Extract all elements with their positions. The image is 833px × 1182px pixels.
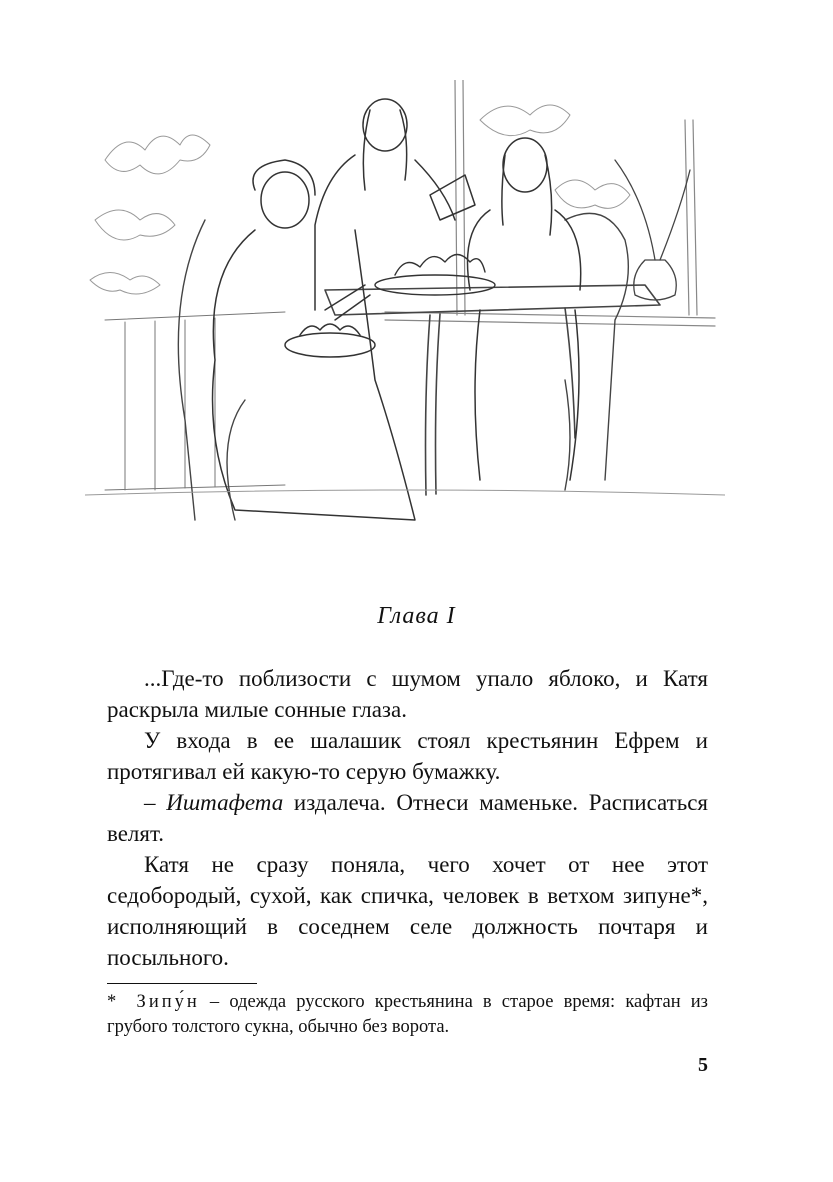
chapter-body <box>107 663 708 973</box>
paragraph: У входа в ее шалашик стоял крестьянин Ефрем и протягивал ей какую-то серую бумажку. <box>107 728 708 784</box>
footnote-term: Зипу́н <box>136 992 200 1012</box>
footnote <box>107 990 708 1040</box>
paragraph: Катя не сразу поняла, чего хочет от нее этот седобородый, сухой, как спичка, человек в ветхом зипуне*, исполняющий в соседнем селе должность почтаря и посыльного. <box>107 852 708 970</box>
paragraph <box>107 787 708 849</box>
footnote-definition: – одежда русского крестьянина в старое время: кафтан из грубого толстого сукна, обычно без ворота. <box>107 992 708 1037</box>
italic-word: – Иштафета <box>144 790 284 815</box>
paragraph-text: издалеча. Отнеси маменьке. Расписаться велят. <box>107 790 708 846</box>
chapter-title: Глава I <box>377 603 456 629</box>
pencil-sketch-illustration <box>85 80 725 535</box>
footnote-divider <box>107 983 257 984</box>
footnote-marker: * <box>107 992 117 1012</box>
paragraph: ...Где-то поблизости с шумом упало яблоко, и Катя раскрыла милые сонные глаза. <box>107 666 708 722</box>
page-number: 5 <box>698 1054 708 1076</box>
